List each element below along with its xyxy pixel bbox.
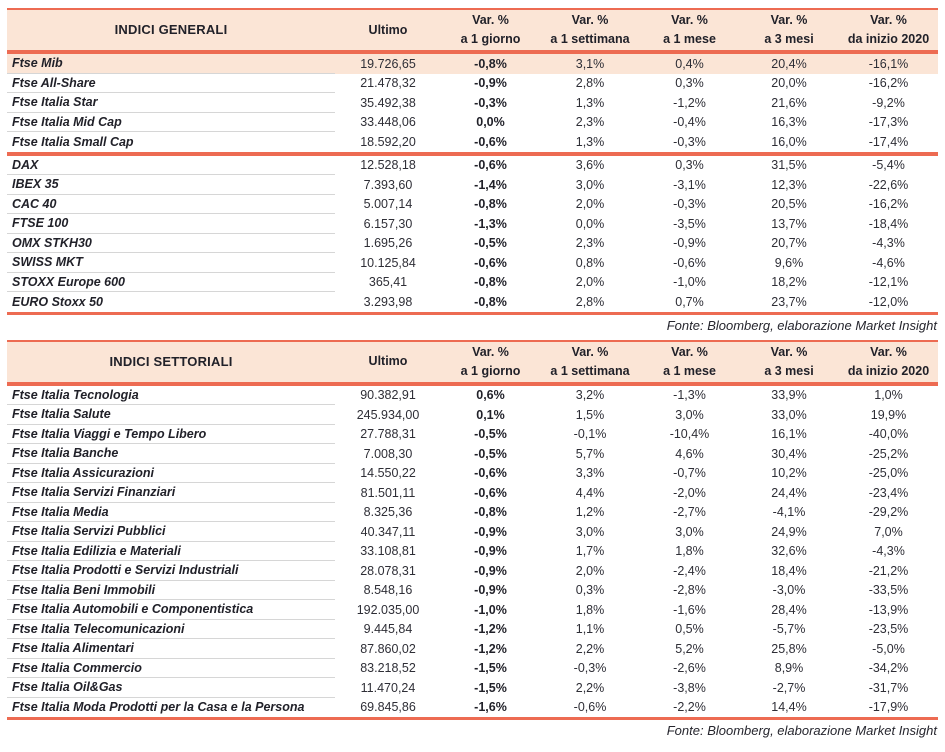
var-1w-value: -0,6%	[573, 700, 607, 715]
last-value: 27.788,31	[360, 427, 416, 442]
index-name: STOXX Europe 600	[7, 273, 335, 293]
var-ytd-value: 7,0%	[874, 524, 903, 539]
var-1m-value: -2,4%	[673, 563, 706, 578]
var-3m-value: 24,4%	[771, 485, 807, 500]
var-1m-value: 1,8%	[675, 544, 704, 559]
var-3m-value: 9,6%	[774, 255, 804, 270]
var-1m-value: 4,6%	[675, 446, 704, 461]
var-ytd-value: -4,6%	[872, 255, 905, 270]
var-ytd-value: -17,9%	[868, 700, 909, 715]
var-3m-value: 18,4%	[771, 563, 807, 578]
table-row	[7, 698, 938, 718]
table-title: INDICI GENERALI	[114, 22, 228, 38]
last-value: 245.934,00	[356, 407, 420, 422]
column-header-var-ytd: Var. % da inizio 2020	[847, 13, 930, 46]
var-1d-value: -0,9%	[474, 524, 507, 539]
var-3m-value: 31,5%	[771, 158, 807, 173]
table-row	[7, 503, 938, 523]
var-3m-value: -5,7%	[772, 622, 806, 637]
var-1d-value: -0,5%	[474, 236, 507, 251]
table-row	[7, 425, 938, 445]
var-1d-value: -1,2%	[474, 641, 507, 656]
var-1d-value: -0,6%	[474, 466, 507, 481]
var-1m-value: -0,6%	[673, 255, 706, 270]
var-1m-value: -2,0%	[673, 485, 706, 500]
var-3m-value: 8,9%	[774, 661, 804, 676]
var-1w-value: 0,0%	[575, 216, 605, 231]
var-1w-value: 3,2%	[575, 388, 605, 403]
var-1d-value: -0,8%	[474, 56, 507, 71]
italian-indices-group	[7, 54, 938, 152]
last-value: 12.528,18	[360, 158, 416, 173]
var-1w-value: 1,5%	[575, 407, 605, 422]
var-1m-value: -3,1%	[673, 177, 706, 192]
var-ytd-value: -16,2%	[868, 76, 909, 91]
general-indices-table	[7, 8, 938, 315]
var-1m-value: -1,6%	[673, 602, 706, 617]
last-value: 35.492,38	[360, 95, 416, 110]
var-3m-value: 18,2%	[771, 275, 807, 290]
index-name: Ftse Italia Prodotti e Servizi Industriali	[7, 561, 335, 581]
var-1d-value: -0,8%	[474, 197, 507, 212]
var-1m-value: 5,2%	[675, 641, 704, 656]
var-1w-value: 1,1%	[575, 622, 605, 637]
var-3m-value: 24,9%	[771, 524, 807, 539]
table-header	[7, 10, 938, 50]
var-1m-value: -0,7%	[673, 466, 706, 481]
table-row	[7, 292, 938, 312]
var-1m-value: -1,2%	[673, 95, 706, 110]
var-1d-value: -1,2%	[474, 622, 507, 637]
last-value: 87.860,02	[360, 641, 416, 656]
table-title: INDICI SETTORIALI	[109, 353, 233, 369]
var-1m-value: 0,7%	[675, 294, 704, 309]
last-value: 5.007,14	[363, 197, 413, 212]
var-ytd-value: 1,0%	[874, 388, 903, 403]
var-1w-value: 4,4%	[575, 485, 605, 500]
last-value: 90.382,91	[360, 388, 416, 403]
index-name: Ftse Italia Servizi Finanziari	[7, 483, 335, 503]
column-header-last: Ultimo	[368, 22, 408, 37]
var-1m-value: -2,7%	[673, 505, 706, 520]
var-1m-value: -0,3%	[673, 134, 706, 149]
var-3m-value: 20,4%	[771, 56, 807, 71]
var-ytd-value: -17,3%	[868, 115, 909, 130]
last-value: 18.592,20	[360, 134, 416, 149]
var-1m-value: -0,9%	[673, 236, 706, 251]
last-value: 83.218,52	[360, 661, 416, 676]
var-1d-value: 0,1%	[476, 407, 505, 422]
last-value: 8.325,36	[363, 505, 413, 520]
table-row	[7, 253, 938, 273]
var-3m-value: 16,3%	[771, 115, 807, 130]
last-value: 3.293,98	[363, 294, 413, 309]
index-name: EURO Stoxx 50	[12, 294, 104, 309]
var-ytd-value: -25,2%	[868, 446, 909, 461]
var-3m-value: 21,6%	[771, 95, 807, 110]
var-3m-value: 30,4%	[771, 446, 807, 461]
table-row	[7, 214, 938, 234]
table-row	[7, 195, 938, 215]
table-row	[7, 132, 938, 152]
index-name: Ftse Italia Servizi Pubblici	[7, 522, 335, 542]
var-1m-value: -1,3%	[673, 388, 706, 403]
var-1d-value: -1,6%	[474, 700, 507, 715]
var-3m-value: 14,4%	[771, 700, 807, 715]
var-1w-value: 1,3%	[575, 95, 605, 110]
var-1m-value: -2,8%	[673, 583, 706, 598]
var-3m-value: 23,7%	[771, 294, 807, 309]
var-1d-value: -0,6%	[474, 134, 507, 149]
column-header-var-3m: Var. % a 3 mesi	[764, 13, 814, 46]
var-1d-value: -0,9%	[474, 544, 507, 559]
var-1m-value: -3,8%	[673, 680, 706, 695]
var-ytd-value: -33,5%	[868, 583, 909, 598]
last-value: 6.157,30	[363, 216, 413, 231]
last-value: 8.548,16	[363, 583, 413, 598]
var-ytd-value: -22,6%	[868, 177, 909, 192]
var-1m-value: 0,5%	[675, 622, 704, 637]
var-3m-value: 20,5%	[771, 197, 807, 212]
var-1d-value: -0,8%	[474, 275, 507, 290]
last-value: 9.445,84	[363, 622, 413, 637]
sector-indices-table	[7, 340, 938, 721]
last-value: 69.845,86	[360, 700, 416, 715]
var-3m-value: 12,3%	[771, 177, 807, 192]
column-header-var-1d: Var. % a 1 giorno	[460, 13, 521, 46]
var-1d-value: -0,9%	[474, 563, 507, 578]
last-value: 11.470,24	[360, 680, 416, 695]
var-3m-value: 33,9%	[771, 388, 807, 403]
var-1m-value: -1,0%	[673, 275, 706, 290]
var-1w-value: 2,2%	[575, 680, 605, 695]
table-row	[7, 600, 938, 620]
var-1w-value: 2,3%	[575, 236, 605, 251]
index-name: Ftse Italia Tecnologia	[7, 386, 335, 406]
var-3m-value: 25,8%	[771, 641, 807, 656]
var-ytd-value: -21,2%	[868, 563, 909, 578]
european-indices-group	[7, 156, 938, 312]
index-name: DAX	[7, 156, 335, 176]
table-row	[7, 386, 938, 406]
var-1m-value: 3,0%	[675, 524, 704, 539]
var-1m-value: 0,4%	[675, 56, 704, 71]
column-header-var-3m: Var. % a 3 mesi	[764, 344, 814, 378]
var-1w-value: 3,6%	[575, 158, 605, 173]
var-1m-value: 0,3%	[675, 76, 704, 91]
var-1d-value: -0,8%	[474, 505, 507, 520]
table-row	[7, 156, 938, 176]
table-row	[7, 405, 938, 425]
var-1w-value: 3,3%	[575, 466, 605, 481]
var-1w-value: 1,8%	[575, 602, 605, 617]
var-1w-value: -0,1%	[573, 427, 607, 442]
var-1d-value: -0,6%	[474, 158, 507, 173]
last-value: 40.347,11	[360, 524, 416, 539]
last-value: 1.695,26	[363, 236, 413, 251]
table-row	[7, 581, 938, 601]
var-1m-value: 3,0%	[675, 407, 704, 422]
var-1d-value: -0,3%	[474, 95, 507, 110]
index-name: OMX STKH30	[7, 234, 335, 254]
var-ytd-value: -12,1%	[868, 275, 909, 290]
table-row	[7, 74, 938, 94]
var-1w-value: -0,3%	[573, 661, 607, 676]
index-name: CAC 40	[7, 195, 335, 215]
var-1d-value: -0,9%	[474, 76, 507, 91]
index-name: Ftse Italia Automobili e Componentistica	[7, 600, 335, 620]
last-value: 19.726,65	[360, 56, 416, 71]
var-3m-value: 20,0%	[771, 76, 807, 91]
var-ytd-value: -23,4%	[868, 485, 909, 500]
var-ytd-value: -4,3%	[872, 236, 905, 251]
var-1w-value: 3,0%	[575, 524, 605, 539]
var-1m-value: -3,5%	[673, 216, 706, 231]
index-name: Ftse Italia Alimentari	[7, 639, 335, 659]
var-1w-value: 1,7%	[575, 544, 605, 559]
var-1w-value: 0,8%	[575, 255, 605, 270]
index-name: Ftse Italia Salute	[7, 405, 335, 425]
var-1d-value: -1,5%	[474, 661, 507, 676]
index-name: Ftse Italia Mid Cap	[7, 113, 335, 133]
last-value: 192.035,00	[356, 602, 420, 617]
index-name: Ftse Italia Banche	[7, 444, 335, 464]
var-1w-value: 0,3%	[575, 583, 605, 598]
table-row	[7, 678, 938, 698]
var-ytd-value: 19,9%	[870, 407, 907, 422]
var-1d-value: -1,0%	[474, 602, 507, 617]
var-1d-value: -0,6%	[474, 255, 507, 270]
table-row	[7, 561, 938, 581]
var-1m-value: -0,3%	[673, 197, 706, 212]
column-header-var-1w: Var. % a 1 settimana	[550, 13, 630, 46]
var-ytd-value: -34,2%	[868, 661, 909, 676]
last-value: 33.108,81	[360, 544, 416, 559]
last-value: 7.008,30	[363, 446, 413, 461]
var-1d-value: -0,6%	[474, 485, 507, 500]
last-value: 81.501,11	[360, 485, 416, 500]
index-name: Ftse Mib	[7, 54, 335, 74]
last-value: 28.078,31	[360, 563, 416, 578]
table-row	[7, 113, 938, 133]
var-1d-value: -1,3%	[474, 216, 507, 231]
var-3m-value: 20,7%	[771, 236, 807, 251]
table-row	[7, 522, 938, 542]
source-note: Fonte: Bloomberg, elaborazione Market Insight	[666, 317, 937, 333]
var-1d-value: 0,0%	[476, 115, 505, 130]
var-1w-value: 5,7%	[575, 446, 605, 461]
var-ytd-value: -31,7%	[868, 680, 909, 695]
index-name: FTSE 100	[7, 214, 335, 234]
last-value: 33.448,06	[360, 115, 416, 130]
var-3m-value: 10,2%	[771, 466, 807, 481]
var-ytd-value: -17,4%	[868, 134, 909, 149]
last-value: 21.478,32	[360, 76, 416, 91]
table-row	[7, 93, 938, 113]
var-1w-value: 2,0%	[575, 275, 605, 290]
var-1w-value: 2,8%	[575, 76, 605, 91]
var-ytd-value: -18,4%	[868, 216, 909, 231]
var-3m-value: -3,0%	[772, 583, 806, 598]
table-row	[7, 620, 938, 640]
last-value: 7.393,60	[363, 177, 413, 192]
index-name: Ftse Italia Viaggi e Tempo Libero	[7, 425, 335, 445]
var-1d-value: -0,9%	[474, 583, 507, 598]
table-row	[7, 464, 938, 484]
var-1w-value: 3,1%	[575, 56, 605, 71]
column-header-var-1w: Var. % a 1 settimana	[550, 344, 630, 378]
column-header-var-ytd: Var. % da inizio 2020	[847, 344, 930, 378]
var-1d-value: -1,4%	[474, 177, 507, 192]
var-ytd-value: -4,3%	[872, 544, 905, 559]
var-1w-value: 3,0%	[575, 177, 605, 192]
last-value: 365,41	[368, 275, 408, 290]
var-1d-value: 0,6%	[476, 388, 505, 403]
table-row	[7, 444, 938, 464]
table-row	[7, 483, 938, 503]
index-name: Ftse Italia Telecomunicazioni	[7, 620, 335, 640]
var-1d-value: -0,5%	[474, 427, 507, 442]
var-1w-value: 2,8%	[575, 294, 605, 309]
var-ytd-value: -25,0%	[868, 466, 909, 481]
index-name: Ftse Italia Beni Immobili	[7, 581, 335, 601]
index-name: SWISS MKT	[7, 253, 335, 273]
var-1w-value: 2,2%	[575, 641, 605, 656]
var-3m-value: 33,0%	[771, 407, 807, 422]
table-row	[7, 659, 938, 679]
index-name: Ftse Italia Media	[7, 503, 335, 523]
var-ytd-value: -9,2%	[872, 95, 905, 110]
var-1m-value: -2,2%	[673, 700, 706, 715]
var-1w-value: 1,2%	[575, 505, 605, 520]
var-ytd-value: -16,1%	[868, 56, 909, 71]
table-header	[7, 342, 938, 382]
column-header-var-1m: Var. % a 1 mese	[663, 13, 716, 46]
last-value: 14.550,22	[360, 466, 416, 481]
var-3m-value: 16,0%	[771, 134, 807, 149]
var-ytd-value: -40,0%	[868, 427, 909, 442]
index-name: IBEX 35	[7, 175, 335, 195]
index-name: Ftse Italia Assicurazioni	[7, 464, 335, 484]
var-ytd-value: -5,0%	[872, 641, 905, 656]
table-row	[7, 639, 938, 659]
var-3m-value: 16,1%	[771, 427, 807, 442]
var-1w-value: 2,0%	[575, 563, 605, 578]
var-1m-value: 0,3%	[675, 158, 704, 173]
var-3m-value: -2,7%	[772, 680, 806, 695]
var-ytd-value: -12,0%	[868, 294, 909, 309]
sector-indices-group	[7, 386, 938, 718]
var-3m-value: -4,1%	[772, 505, 806, 520]
var-ytd-value: -13,9%	[868, 602, 909, 617]
var-1m-value: -2,6%	[673, 661, 706, 676]
var-3m-value: 28,4%	[771, 602, 807, 617]
index-name: Ftse All-Share	[7, 74, 335, 94]
column-header-last: Ultimo	[368, 354, 408, 369]
column-header-var-1d: Var. % a 1 giorno	[460, 344, 521, 378]
var-3m-value: 32,6%	[771, 544, 807, 559]
index-name: Ftse Italia Star	[7, 93, 335, 113]
var-1w-value: 1,3%	[575, 134, 605, 149]
column-header-var-1m: Var. % a 1 mese	[663, 344, 716, 378]
var-3m-value: 13,7%	[771, 216, 807, 231]
index-name: Ftse Italia Small Cap	[12, 134, 134, 149]
var-1m-value: -10,4%	[669, 427, 710, 442]
last-value: 10.125,84	[360, 255, 416, 270]
source-note: Fonte: Bloomberg, elaborazione Market Insight	[666, 723, 937, 738]
var-1d-value: -0,5%	[474, 446, 507, 461]
var-1d-value: -0,8%	[474, 294, 507, 309]
table-row	[7, 234, 938, 254]
var-ytd-value: -23,5%	[868, 622, 909, 637]
var-ytd-value: -29,2%	[868, 505, 909, 520]
index-name: Ftse Italia Edilizia e Materiali	[7, 542, 335, 562]
table-row	[7, 54, 938, 74]
index-name: Ftse Italia Oil&Gas	[7, 678, 335, 698]
var-ytd-value: -16,2%	[868, 197, 909, 212]
table-row	[7, 273, 938, 293]
table-row	[7, 175, 938, 195]
var-1d-value: -1,5%	[474, 680, 507, 695]
var-1w-value: 2,0%	[575, 197, 605, 212]
var-1w-value: 2,3%	[575, 115, 605, 130]
var-1m-value: -0,4%	[673, 115, 706, 130]
index-name: Ftse Italia Moda Prodotti per la Casa e la Persona	[12, 700, 305, 715]
table-row	[7, 542, 938, 562]
index-name: Ftse Italia Commercio	[7, 659, 335, 679]
var-ytd-value: -5,4%	[872, 158, 905, 173]
